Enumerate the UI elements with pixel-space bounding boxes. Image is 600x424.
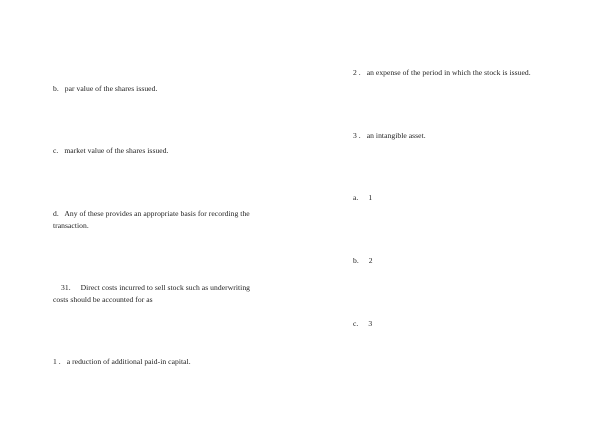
item-3-label: 3 . [353, 131, 361, 140]
answer-c [353, 318, 372, 330]
question-31 [61, 282, 250, 294]
answer-b-text: 2 [368, 256, 373, 265]
answer-b [353, 255, 373, 267]
answer-c-label: c. [353, 319, 359, 328]
option-c-text: market value of the shares issued. [64, 146, 169, 155]
question-31-text-line2: costs should be accounted for as [53, 294, 153, 304]
option-d [53, 208, 250, 220]
question-31-number: 31. [61, 283, 71, 292]
option-b-label: b. [53, 84, 59, 93]
answer-a [353, 192, 372, 204]
option-b-text: par value of the shares issued. [64, 84, 158, 93]
option-c [53, 145, 169, 157]
item-3 [353, 130, 426, 142]
option-c-label: c. [53, 146, 59, 155]
item-2-label: 2 . [353, 68, 361, 77]
answer-a-text: 1 [368, 193, 373, 202]
answer-c-text: 3 [368, 319, 373, 328]
item-3-text: an intangible asset. [366, 131, 426, 140]
question-31-text-line1: Direct costs incurred to sell stock such as underwriting [80, 283, 251, 292]
option-d-text-line2: transaction. [53, 220, 89, 230]
option-b [53, 83, 157, 95]
item-1-label: 1 . [53, 357, 61, 366]
option-d-label: d. [53, 209, 59, 218]
question-31-continued [53, 294, 153, 306]
item-2-text: an expense of the period in which the stock is issued. [366, 68, 531, 77]
option-d-text-line1: Any of these provides an appropriate basis for recording the [64, 209, 250, 218]
item-1-text: a reduction of additional paid-in capital. [66, 357, 191, 366]
answer-a-label: a. [353, 193, 359, 202]
item-2 [353, 67, 531, 79]
item-1 [53, 356, 191, 368]
answer-b-label: b. [353, 256, 359, 265]
option-d-continued [53, 220, 89, 232]
